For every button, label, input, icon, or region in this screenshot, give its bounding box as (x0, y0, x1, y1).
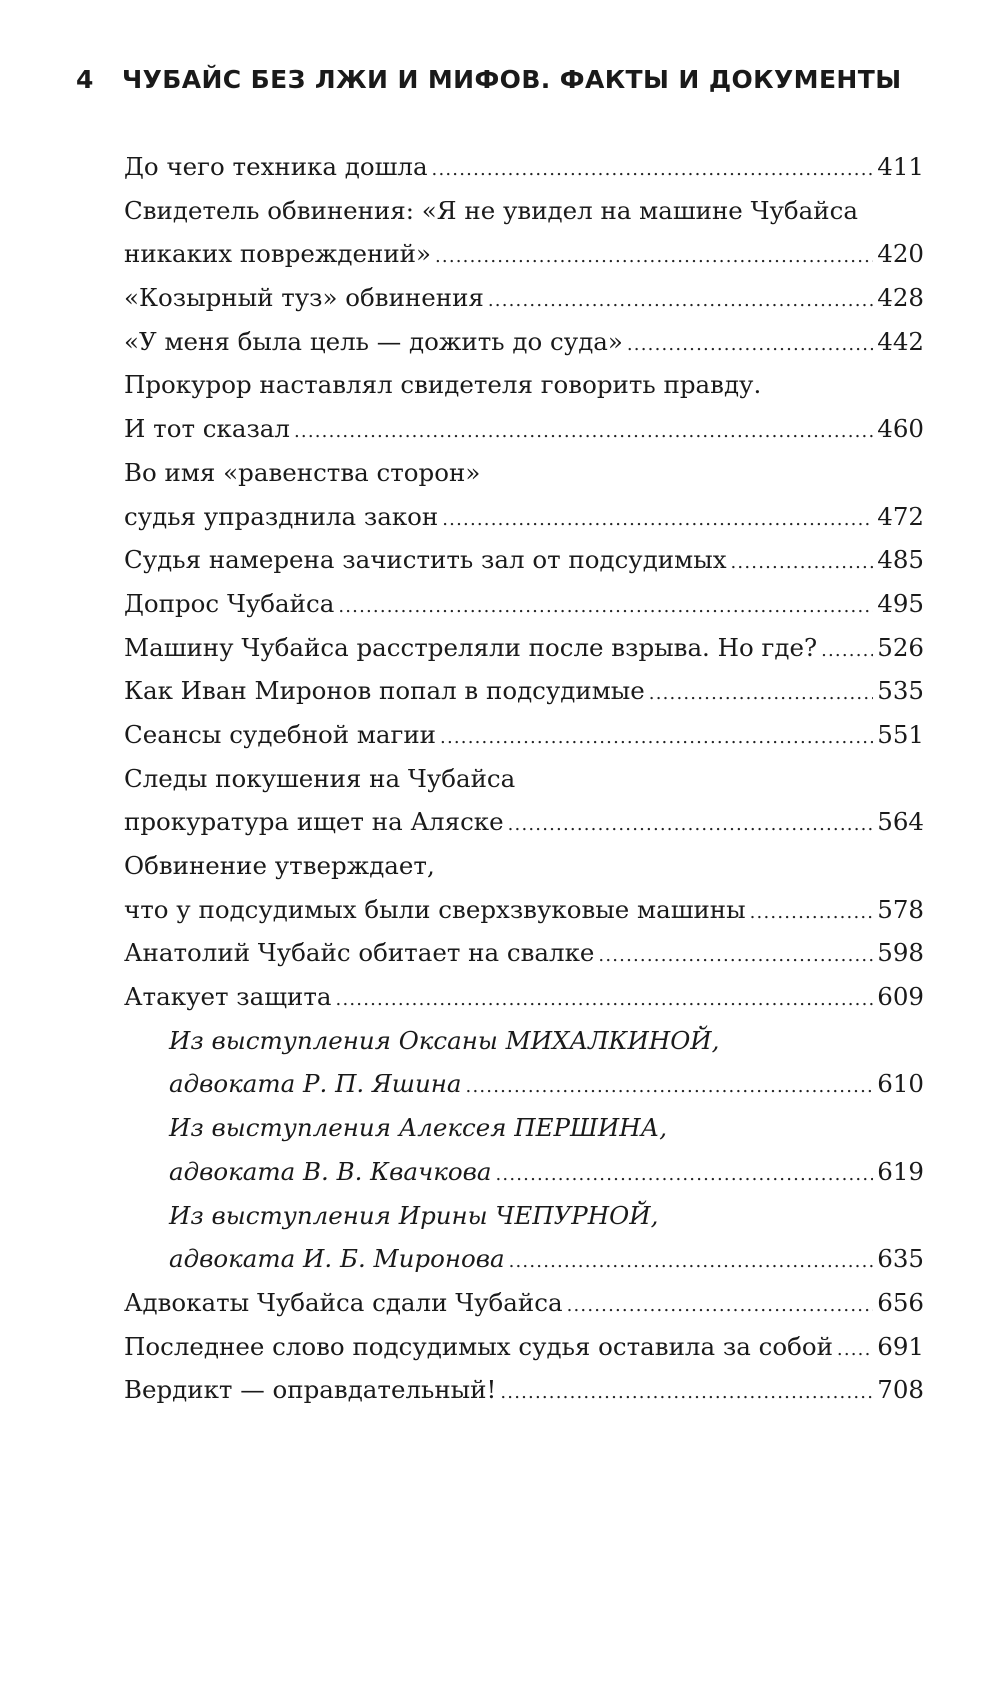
toc-entry[interactable] (124, 582, 924, 626)
toc-leader-dots (495, 1153, 873, 1197)
toc-subentry[interactable] (124, 1150, 924, 1194)
table-of-contents (124, 145, 924, 1412)
toc-page-number: 420 (877, 239, 924, 269)
toc-page-number: 526 (877, 632, 924, 662)
toc-page-number: 635 (877, 1244, 924, 1274)
toc-entry-title: Сеансы судебной магии (124, 719, 437, 749)
toc-entry[interactable] (124, 145, 924, 189)
toc-page-number: 472 (877, 501, 924, 531)
header-title: ЧУБАЙС БЕЗ ЛЖИ И МИФОВ. ФАКТЫ И ДОКУМЕНТЫ (122, 65, 902, 94)
toc-entry[interactable] (124, 1281, 924, 1325)
toc-entry-title: прокуратура ищет на Аляске (124, 807, 504, 837)
toc-entry-title: Адвокаты Чубайса сдали Чубайса (124, 1287, 563, 1317)
toc-entry-title: Последнее слово подсудимых судья оставила за собой (124, 1331, 833, 1361)
toc-entry[interactable] (124, 232, 924, 276)
toc-leader-dots (432, 148, 874, 192)
toc-leader-dots (649, 672, 873, 716)
toc-leader-dots (500, 1371, 873, 1415)
toc-subentry-line[interactable] (124, 1019, 924, 1063)
toc-entry-line[interactable] (124, 189, 924, 233)
toc-entry-title: «Козырный туз» обвинения (124, 283, 484, 313)
toc-entry-line[interactable] (124, 757, 924, 801)
toc-entry-title: Вердикт — оправдательный! (124, 1375, 497, 1405)
toc-leader-dots (837, 1328, 873, 1372)
toc-entry[interactable] (124, 800, 924, 844)
toc-page-number: 610 (877, 1069, 924, 1099)
toc-leader-dots (508, 803, 874, 847)
toc-leader-dots (435, 235, 873, 279)
toc-entry-title: Машину Чубайса расстреляли после взрыва. Но где? (124, 632, 818, 662)
toc-entry-title: Судья намерена зачистить зал от подсудимых (124, 545, 727, 575)
toc-leader-dots (598, 934, 873, 978)
toc-entry[interactable] (124, 1325, 924, 1369)
toc-subentry-title: адвоката В. В. Квачкова (169, 1156, 492, 1186)
toc-leader-dots (442, 498, 873, 542)
toc-page-number: 411 (877, 152, 924, 181)
toc-entry-title: И тот сказал (124, 414, 290, 444)
toc-entry[interactable] (124, 538, 924, 582)
toc-subentry-title: Из выступления Оксаны МИХАЛКИНОЙ, (169, 1025, 720, 1055)
toc-entry-title: «У меня была цель — дожить до суда» (124, 326, 623, 356)
toc-entry-title: что у подсудимых были сверхзвуковые машины (124, 894, 746, 924)
toc-subentry-title: адвоката Р. П. Яшина (169, 1069, 462, 1099)
toc-leader-dots (294, 410, 873, 454)
toc-page-number: 442 (877, 326, 924, 356)
toc-entry-title: никаких повреждений» (124, 239, 431, 269)
toc-leader-dots (509, 1240, 874, 1284)
toc-page-number: 656 (877, 1287, 924, 1317)
toc-entry[interactable] (124, 888, 924, 932)
toc-entry-title: Анатолий Чубайс обитает на свалке (124, 938, 595, 968)
toc-subentry-title: Из выступления Ирины ЧЕПУРНОЙ, (169, 1200, 659, 1230)
toc-entry-title: Допрос Чубайса (124, 588, 335, 618)
toc-page-number: 578 (877, 894, 924, 924)
toc-entry-title: Прокурор наставлял свидетеля говорить правду. (124, 370, 762, 400)
toc-entry-title: Обвинение утверждает, (124, 851, 435, 880)
toc-page-number: 551 (877, 719, 924, 749)
toc-leader-dots (731, 541, 874, 585)
toc-subentry[interactable] (124, 1062, 924, 1106)
toc-entry-title: Следы покушения на Чубайса (124, 763, 516, 793)
toc-page-number: 564 (877, 807, 924, 837)
toc-subentry-title: адвоката И. Б. Миронова (169, 1244, 505, 1274)
toc-entry[interactable] (124, 931, 924, 975)
toc-entry-title: Атакует защита (124, 982, 332, 1012)
toc-leader-dots (336, 978, 874, 1022)
toc-entry-title: Во имя «равенства сторон» (124, 457, 481, 487)
toc-leader-dots (440, 716, 873, 760)
toc-page-number: 609 (877, 982, 924, 1012)
toc-page-number: 460 (877, 414, 924, 444)
toc-entry[interactable] (124, 626, 924, 670)
toc-leader-dots (488, 279, 873, 323)
toc-entry[interactable] (124, 669, 924, 713)
toc-page-number: 598 (877, 938, 924, 968)
toc-page-number: 535 (877, 676, 924, 706)
header-page-number: 4 (76, 65, 94, 94)
toc-entry-line[interactable] (124, 844, 924, 888)
toc-page-number: 708 (877, 1375, 924, 1405)
toc-subentry-line[interactable] (124, 1106, 924, 1150)
toc-leader-dots (338, 585, 873, 629)
toc-entry[interactable] (124, 320, 924, 364)
toc-entry-title: Свидетель обвинения: «Я не увидел на машине Чубайса (124, 195, 858, 225)
toc-leader-dots (466, 1065, 874, 1109)
toc-subentry[interactable] (124, 1237, 924, 1281)
toc-entry[interactable] (124, 1368, 924, 1412)
toc-leader-dots (567, 1284, 874, 1328)
running-header (76, 60, 956, 100)
toc-leader-dots (627, 323, 873, 367)
toc-page-number: 619 (877, 1156, 924, 1186)
toc-entry-title: До чего техника дошла (124, 152, 428, 181)
toc-entry-title: Как Иван Миронов попал в подсудимые (124, 676, 645, 706)
toc-page-number: 691 (877, 1331, 924, 1361)
toc-entry-title: судья упразднила закон (124, 501, 439, 531)
toc-entry[interactable] (124, 713, 924, 757)
toc-entry[interactable] (124, 975, 924, 1019)
toc-leader-dots (750, 891, 874, 935)
toc-entry[interactable] (124, 276, 924, 320)
toc-subentry-title: Из выступления Алексея ПЕРШИНА, (169, 1113, 667, 1143)
toc-page-number: 485 (877, 545, 924, 575)
toc-page-number: 428 (877, 283, 924, 313)
toc-entry[interactable] (124, 407, 924, 451)
toc-entry[interactable] (124, 495, 924, 539)
toc-page-number: 495 (877, 588, 924, 618)
toc-entry-line[interactable] (124, 363, 924, 407)
toc-subentry-line[interactable] (124, 1194, 924, 1238)
toc-leader-dots (821, 629, 873, 673)
toc-entry-line[interactable] (124, 451, 924, 495)
